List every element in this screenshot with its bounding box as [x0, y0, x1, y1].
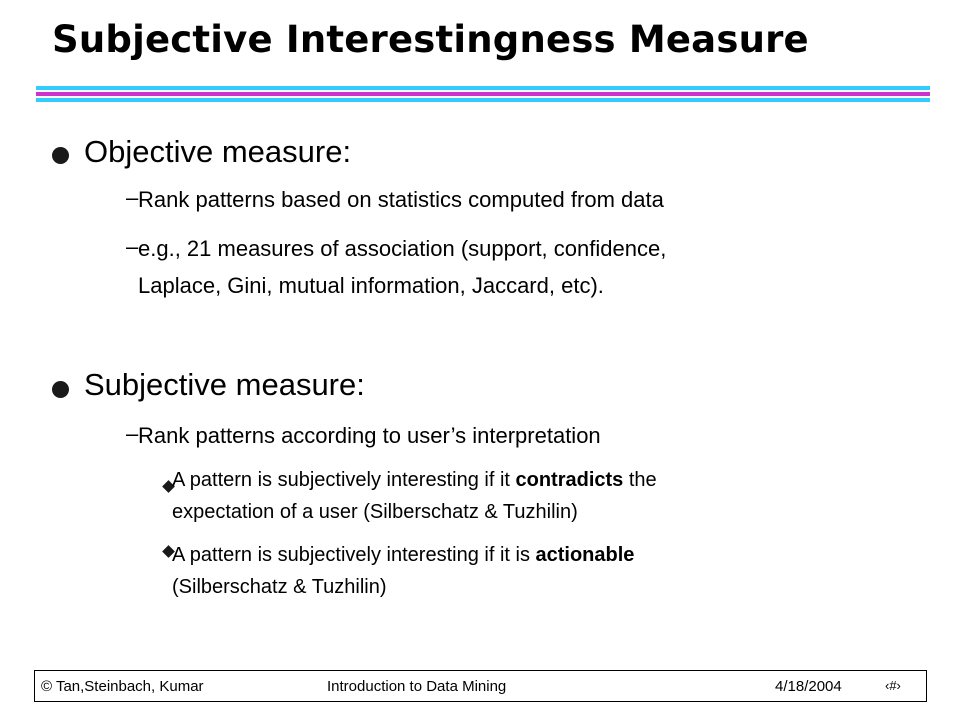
section-heading: Subjective measure: — [84, 367, 365, 402]
list-item: e.g., 21 measures of association (support, confidence, — [138, 236, 667, 261]
sub-list-item-continuation: (Silberschatz & Tuzhilin) — [172, 576, 387, 598]
title-rule-middle — [36, 92, 930, 96]
sub-list-item — [172, 539, 634, 571]
sub-item-text: the — [623, 469, 657, 491]
footer-course: Introduction to Data Mining — [327, 678, 507, 695]
sub-item-bold: contradicts — [515, 469, 624, 491]
sub-list-item-continuation: expectation of a user (Silberschatz & Tuzhilin) — [172, 501, 578, 523]
dash-icon: – — [126, 234, 139, 259]
sub-item-text: A pattern is subjectively interesting if it is — [172, 544, 536, 566]
list-item: Rank patterns according to user’s interpretation — [138, 423, 601, 448]
slide-footer — [34, 670, 927, 702]
bullet-icon — [52, 147, 69, 164]
footer-date: 4/18/2004 — [775, 678, 842, 695]
bullet-icon — [52, 381, 69, 398]
list-item: Rank patterns based on statistics computed from data — [138, 187, 664, 212]
list-item-continuation: Laplace, Gini, mutual information, Jaccard, etc). — [138, 273, 604, 298]
footer-copyright: © Tan,Steinbach, Kumar — [41, 678, 204, 695]
sub-list-item — [172, 464, 657, 496]
section-heading: Objective measure: — [84, 134, 352, 169]
sub-item-text: A pattern is subjectively interesting if it — [172, 469, 516, 491]
title-rule-top — [36, 86, 930, 90]
slide-title: Subjective Interestingness Measure — [52, 18, 809, 61]
dash-icon: – — [126, 185, 139, 210]
sub-item-bold: actionable — [535, 544, 635, 566]
footer-page-number: ‹#› — [885, 678, 901, 693]
dash-icon: – — [126, 421, 139, 446]
title-rule-bottom — [36, 98, 930, 102]
